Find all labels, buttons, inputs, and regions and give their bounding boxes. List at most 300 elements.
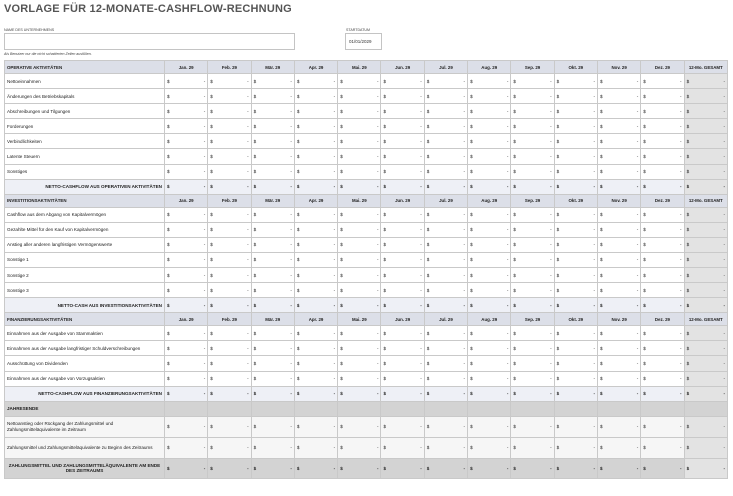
value-cell[interactable] [208, 268, 251, 283]
value-cell[interactable] [165, 283, 208, 298]
value-cell[interactable] [165, 268, 208, 283]
value-cell[interactable] [554, 252, 597, 267]
value-cell[interactable] [294, 371, 337, 386]
value-cell[interactable] [468, 237, 511, 252]
cell-value: - [506, 376, 509, 382]
value-cell[interactable] [641, 371, 684, 386]
value-cell[interactable] [554, 149, 597, 164]
value-cell[interactable] [294, 268, 337, 283]
value-cell[interactable] [294, 134, 337, 149]
currency-symbol: $ [686, 287, 690, 293]
value-cell[interactable] [208, 134, 251, 149]
value-cell[interactable] [424, 252, 467, 267]
value-cell[interactable] [165, 119, 208, 134]
value-cell[interactable] [251, 134, 294, 149]
cell-value: - [636, 302, 639, 308]
value-cell[interactable] [338, 164, 381, 179]
value-cell[interactable] [381, 371, 424, 386]
value-cell[interactable] [294, 356, 337, 371]
currency-symbol: $ [643, 154, 646, 160]
value-cell[interactable] [208, 207, 251, 222]
cell-value: - [593, 212, 595, 218]
currency-symbol: $ [210, 184, 213, 190]
cell-value: - [247, 78, 249, 84]
computed-cell [338, 437, 381, 458]
value-cell[interactable] [165, 104, 208, 119]
currency-symbol: $ [556, 391, 560, 397]
start-date-input[interactable]: 01/01/2029 [345, 33, 382, 50]
value-cell[interactable] [294, 149, 337, 164]
value-cell[interactable] [511, 371, 554, 386]
value-cell[interactable] [597, 149, 640, 164]
currency-symbol: $ [296, 424, 300, 430]
row-label: Verbindlichkeiten [5, 134, 165, 149]
value-cell[interactable] [597, 164, 640, 179]
value-cell[interactable] [424, 164, 467, 179]
value-cell[interactable] [208, 283, 251, 298]
currency-symbol: $ [686, 78, 690, 84]
value-cell[interactable] [294, 119, 337, 134]
value-cell[interactable] [294, 74, 337, 89]
value-cell[interactable] [165, 164, 208, 179]
value-cell[interactable] [208, 149, 251, 164]
value-cell[interactable] [338, 252, 381, 267]
value-cell[interactable] [338, 74, 381, 89]
value-cell[interactable] [554, 371, 597, 386]
value-cell[interactable] [554, 326, 597, 341]
value-cell[interactable] [641, 222, 684, 237]
cell-value: - [463, 78, 466, 84]
value-cell[interactable] [381, 164, 424, 179]
value-cell[interactable] [641, 237, 684, 252]
instruction-note: Als Benutzer nur die nicht schattierten Zellen ausfüllen. [4, 52, 92, 56]
value-cell[interactable] [641, 119, 684, 134]
currency-symbol: $ [556, 154, 560, 160]
cell-value: - [593, 360, 595, 366]
value-cell[interactable] [554, 283, 597, 298]
cell-value: - [636, 272, 639, 278]
value-cell[interactable] [294, 207, 337, 222]
value-cell[interactable] [381, 237, 424, 252]
value-cell[interactable] [381, 134, 424, 149]
value-cell[interactable] [338, 356, 381, 371]
value-cell[interactable] [294, 341, 337, 356]
value-cell[interactable] [338, 134, 381, 149]
value-cell[interactable] [468, 356, 511, 371]
value-cell[interactable] [468, 371, 511, 386]
value-cell[interactable] [338, 326, 381, 341]
value-cell[interactable] [597, 268, 640, 283]
currency-symbol: $ [253, 330, 257, 336]
value-cell[interactable] [468, 326, 511, 341]
value-cell[interactable] [554, 341, 597, 356]
value-cell[interactable] [338, 237, 381, 252]
currency-symbol: $ [210, 93, 213, 99]
value-cell[interactable] [208, 356, 251, 371]
value-cell[interactable] [251, 237, 294, 252]
computed-cell [684, 119, 727, 134]
value-cell[interactable] [424, 74, 467, 89]
value-cell[interactable] [251, 326, 294, 341]
value-cell[interactable] [165, 371, 208, 386]
currency-symbol: $ [686, 272, 690, 278]
value-cell[interactable] [554, 222, 597, 237]
value-cell[interactable] [424, 341, 467, 356]
value-cell[interactable] [381, 356, 424, 371]
value-cell[interactable] [208, 104, 251, 119]
value-cell[interactable] [208, 222, 251, 237]
value-cell[interactable] [511, 222, 554, 237]
value-cell[interactable] [294, 326, 337, 341]
value-cell[interactable] [511, 119, 554, 134]
value-cell[interactable] [165, 252, 208, 267]
value-cell[interactable] [468, 283, 511, 298]
currency-symbol: $ [210, 212, 213, 218]
value-cell[interactable] [424, 326, 467, 341]
value-cell[interactable] [424, 104, 467, 119]
value-cell[interactable] [251, 268, 294, 283]
value-cell[interactable] [597, 222, 640, 237]
currency-symbol: $ [599, 123, 603, 129]
cell-value: - [333, 212, 336, 218]
value-cell[interactable] [381, 268, 424, 283]
currency-symbol: $ [513, 257, 516, 263]
cell-value: - [723, 169, 725, 175]
value-cell[interactable] [511, 89, 554, 104]
cell-value: - [680, 445, 682, 451]
cell-value: - [463, 227, 466, 233]
value-cell[interactable] [424, 134, 467, 149]
currency-symbol: $ [599, 78, 603, 84]
value-cell[interactable] [511, 164, 554, 179]
cell-value: - [247, 465, 249, 471]
currency-symbol: $ [383, 184, 387, 190]
value-cell[interactable] [208, 252, 251, 267]
value-cell[interactable] [468, 89, 511, 104]
month-header: Sep. 29 [511, 194, 554, 207]
value-cell[interactable] [468, 164, 511, 179]
value-cell[interactable] [251, 74, 294, 89]
cell-value: - [420, 154, 422, 160]
value-cell[interactable] [554, 207, 597, 222]
value-cell[interactable] [424, 283, 467, 298]
value-cell[interactable] [641, 164, 684, 179]
value-cell[interactable] [424, 222, 467, 237]
currency-symbol: $ [686, 93, 690, 99]
value-cell[interactable] [597, 252, 640, 267]
currency-symbol: $ [426, 445, 430, 451]
value-cell[interactable] [597, 326, 640, 341]
cell-value: - [420, 445, 422, 451]
currency-symbol: $ [643, 257, 646, 263]
currency-symbol: $ [556, 330, 560, 336]
value-cell[interactable] [597, 283, 640, 298]
value-cell[interactable] [294, 164, 337, 179]
cell-value: - [333, 376, 336, 382]
value-cell[interactable] [165, 222, 208, 237]
value-cell[interactable] [424, 237, 467, 252]
currency-symbol: $ [383, 257, 387, 263]
currency-symbol: $ [513, 93, 516, 99]
value-cell[interactable] [381, 222, 424, 237]
value-cell[interactable] [597, 207, 640, 222]
value-cell[interactable] [208, 237, 251, 252]
cell-value: - [290, 212, 292, 218]
value-cell[interactable] [468, 341, 511, 356]
section-header: OPERATIVE AKTIVITÄTEN [5, 61, 165, 74]
value-cell[interactable] [208, 74, 251, 89]
value-cell[interactable] [597, 119, 640, 134]
value-cell[interactable] [424, 207, 467, 222]
value-cell[interactable] [641, 134, 684, 149]
value-cell[interactable] [208, 119, 251, 134]
value-cell[interactable] [165, 326, 208, 341]
value-cell[interactable] [511, 134, 554, 149]
value-cell[interactable] [208, 326, 251, 341]
cell-value: - [247, 345, 249, 351]
value-cell[interactable] [338, 222, 381, 237]
value-cell[interactable] [424, 89, 467, 104]
value-cell[interactable] [251, 149, 294, 164]
currency-symbol: $ [296, 330, 300, 336]
value-cell[interactable] [424, 371, 467, 386]
computed-cell [684, 458, 727, 478]
value-cell[interactable] [424, 356, 467, 371]
cell-value: - [636, 169, 639, 175]
value-cell[interactable] [641, 252, 684, 267]
value-cell[interactable] [554, 237, 597, 252]
value-cell[interactable] [597, 74, 640, 89]
value-cell[interactable] [597, 104, 640, 119]
value-cell[interactable] [294, 104, 337, 119]
value-cell[interactable] [165, 89, 208, 104]
cell-value: - [420, 78, 422, 84]
cell-value: - [290, 302, 292, 308]
value-cell[interactable] [597, 371, 640, 386]
cell-value: - [376, 78, 379, 84]
value-cell[interactable] [208, 89, 251, 104]
value-cell[interactable] [338, 268, 381, 283]
value-cell[interactable] [468, 104, 511, 119]
value-cell[interactable] [165, 341, 208, 356]
value-cell[interactable] [381, 89, 424, 104]
value-cell[interactable] [165, 74, 208, 89]
currency-symbol: $ [599, 257, 603, 263]
month-header: Apr. 29 [294, 194, 337, 207]
currency-symbol: $ [253, 345, 257, 351]
cell-value: - [593, 169, 595, 175]
computed-cell [208, 298, 251, 313]
value-cell[interactable] [641, 341, 684, 356]
value-cell[interactable] [338, 89, 381, 104]
value-cell[interactable] [597, 356, 640, 371]
value-cell[interactable] [597, 341, 640, 356]
cell-value: - [550, 93, 552, 99]
cell-value: - [333, 445, 336, 451]
value-cell[interactable] [511, 207, 554, 222]
currency-symbol: $ [296, 123, 300, 129]
value-cell[interactable] [251, 283, 294, 298]
value-cell[interactable] [251, 252, 294, 267]
cell-value: - [636, 391, 639, 397]
value-cell[interactable] [251, 341, 294, 356]
row-label: Cashflow aus dem Abgang von Kapitalvermögen [5, 207, 165, 222]
value-cell[interactable] [554, 356, 597, 371]
value-cell[interactable] [511, 237, 554, 252]
value-cell[interactable] [381, 252, 424, 267]
currency-symbol: $ [470, 227, 473, 233]
value-cell[interactable] [511, 104, 554, 119]
value-cell[interactable] [424, 119, 467, 134]
value-cell[interactable] [641, 89, 684, 104]
cell-value: - [333, 330, 336, 336]
value-cell[interactable] [511, 74, 554, 89]
value-cell[interactable] [294, 283, 337, 298]
value-cell[interactable] [381, 119, 424, 134]
value-cell[interactable] [381, 207, 424, 222]
value-cell[interactable] [165, 134, 208, 149]
value-cell[interactable] [641, 268, 684, 283]
cell-value: - [333, 391, 336, 397]
currency-symbol: $ [470, 93, 473, 99]
cell-value: - [463, 272, 466, 278]
cell-value: - [636, 93, 639, 99]
currency-symbol: $ [426, 227, 430, 233]
computed-cell [338, 416, 381, 437]
value-cell[interactable] [424, 149, 467, 164]
value-cell[interactable] [468, 222, 511, 237]
value-cell[interactable] [165, 356, 208, 371]
currency-symbol: $ [556, 169, 560, 175]
currency-symbol: $ [383, 360, 387, 366]
cell-value: - [680, 108, 682, 114]
section-total-row [5, 386, 728, 401]
value-cell[interactable] [468, 207, 511, 222]
value-cell[interactable] [554, 89, 597, 104]
value-cell[interactable] [251, 89, 294, 104]
value-cell[interactable] [251, 104, 294, 119]
value-cell[interactable] [554, 104, 597, 119]
cell-value: - [723, 302, 725, 308]
value-cell[interactable] [208, 341, 251, 356]
value-cell[interactable] [338, 207, 381, 222]
cell-value: - [550, 360, 552, 366]
value-cell[interactable] [554, 119, 597, 134]
value-cell[interactable] [208, 371, 251, 386]
value-cell[interactable] [381, 149, 424, 164]
cell-value: - [723, 93, 725, 99]
value-cell[interactable] [511, 356, 554, 371]
value-cell[interactable] [381, 326, 424, 341]
value-cell[interactable] [294, 237, 337, 252]
value-cell[interactable] [251, 164, 294, 179]
value-cell[interactable] [641, 207, 684, 222]
value-cell[interactable] [641, 283, 684, 298]
cell-value: - [723, 108, 725, 114]
value-cell[interactable] [251, 207, 294, 222]
value-cell[interactable] [554, 164, 597, 179]
value-cell[interactable] [165, 149, 208, 164]
value-cell[interactable] [251, 371, 294, 386]
value-cell[interactable] [597, 134, 640, 149]
value-cell[interactable] [468, 74, 511, 89]
value-cell[interactable] [641, 356, 684, 371]
value-cell[interactable] [338, 283, 381, 298]
value-cell[interactable] [381, 74, 424, 89]
value-cell[interactable] [641, 326, 684, 341]
value-cell[interactable] [511, 252, 554, 267]
value-cell[interactable] [511, 341, 554, 356]
value-cell[interactable] [468, 149, 511, 164]
value-cell[interactable] [338, 119, 381, 134]
value-cell[interactable] [338, 149, 381, 164]
currency-symbol: $ [296, 360, 300, 366]
value-cell[interactable] [468, 252, 511, 267]
value-cell[interactable] [165, 237, 208, 252]
value-cell[interactable] [424, 268, 467, 283]
value-cell[interactable] [597, 237, 640, 252]
value-cell[interactable] [641, 104, 684, 119]
value-cell[interactable] [294, 222, 337, 237]
cell-value: - [463, 376, 466, 382]
value-cell[interactable] [294, 252, 337, 267]
value-cell[interactable] [208, 164, 251, 179]
month-header: Mai. 29 [338, 61, 381, 74]
cell-value: - [593, 138, 595, 144]
computed-cell [684, 207, 727, 222]
value-cell[interactable] [251, 222, 294, 237]
value-cell[interactable] [554, 74, 597, 89]
cell-value: - [550, 391, 552, 397]
computed-cell [294, 437, 337, 458]
value-cell[interactable] [165, 207, 208, 222]
value-cell[interactable] [641, 74, 684, 89]
row-label: ZAHLUNGSMITTEL UND ZAHLUNGSMITTELÄQUIVALENTE AM ENDE DES ZEITRAUMS [5, 458, 165, 478]
value-cell[interactable] [468, 134, 511, 149]
currency-symbol: $ [686, 123, 690, 129]
value-cell[interactable] [554, 268, 597, 283]
value-cell[interactable] [294, 89, 337, 104]
computed-cell [554, 437, 597, 458]
value-cell[interactable] [597, 89, 640, 104]
cell-value: - [203, 360, 206, 366]
currency-symbol: $ [470, 184, 473, 190]
value-cell[interactable] [338, 104, 381, 119]
computed-cell [294, 416, 337, 437]
value-cell[interactable] [511, 149, 554, 164]
currency-symbol: $ [426, 465, 430, 471]
company-name-input[interactable] [4, 33, 295, 50]
value-cell[interactable] [381, 104, 424, 119]
currency-symbol: $ [426, 302, 430, 308]
value-cell[interactable] [641, 149, 684, 164]
currency-symbol: $ [426, 257, 430, 263]
value-cell[interactable] [381, 283, 424, 298]
value-cell[interactable] [251, 119, 294, 134]
cell-value: - [203, 123, 206, 129]
value-cell[interactable] [554, 134, 597, 149]
value-cell[interactable] [511, 268, 554, 283]
value-cell[interactable] [338, 341, 381, 356]
value-cell[interactable] [251, 356, 294, 371]
value-cell[interactable] [511, 283, 554, 298]
value-cell[interactable] [338, 371, 381, 386]
value-cell[interactable] [468, 119, 511, 134]
value-cell[interactable] [468, 268, 511, 283]
row-label: Einnahmen aus der Ausgabe langfristiger Schuldverschreibungen [5, 341, 165, 356]
value-cell[interactable] [381, 341, 424, 356]
value-cell[interactable] [511, 326, 554, 341]
